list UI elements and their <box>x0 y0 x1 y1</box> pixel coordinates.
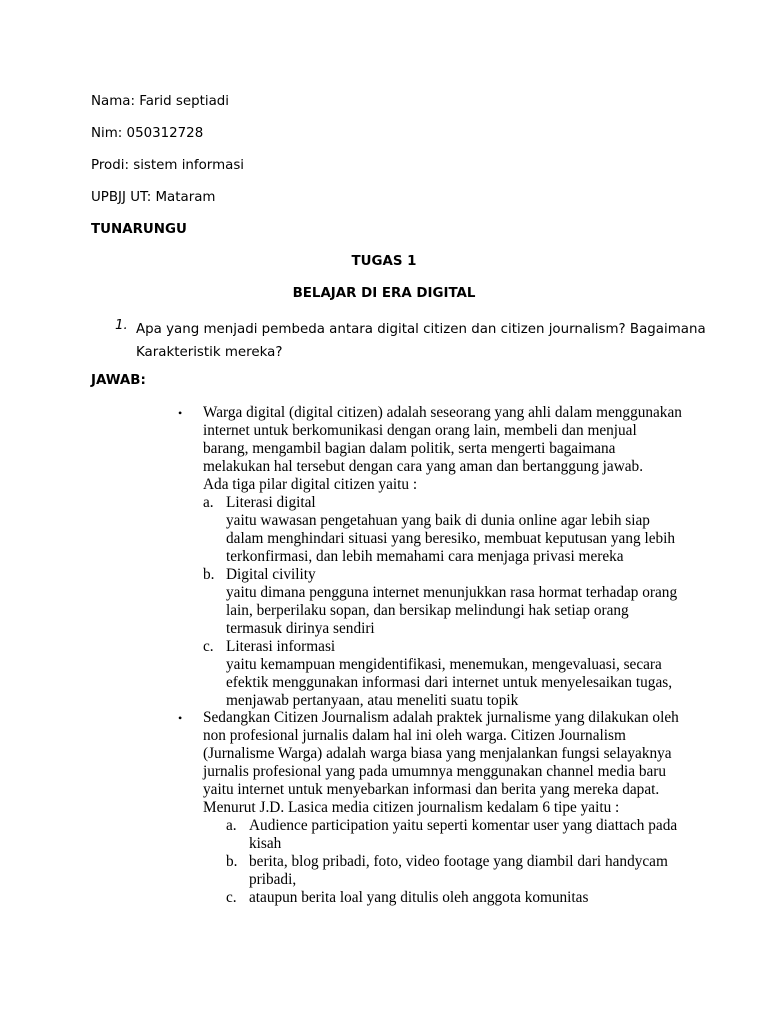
list-item-line: yaitu kemampuan mengidentifikasi, menemukan, mengevaluasi, secara <box>226 656 662 673</box>
bullet1-text <box>203 404 682 494</box>
student-name: Nama: Farid septiadi <box>91 94 230 109</box>
paragraph-line: jurnalis profesional yang pada umumnya menggunakan channel media baru <box>203 763 667 780</box>
paragraph-line: melakukan hal tersebut dengan cara yang aman dan bertanggung jawab. <box>203 458 644 475</box>
list-item-title: Literasi digital <box>226 494 316 511</box>
list-item <box>226 638 672 710</box>
list-item <box>226 494 675 566</box>
list-item-line: terkonfirmasi, dan lebih memahami cara menjaga privasi mereka <box>226 548 624 565</box>
list-item <box>249 817 677 853</box>
paragraph-line: Ada tiga pilar digital citizen yaitu : <box>203 476 418 493</box>
list-item-line: lain, berperilaku sopan, dan bersikap melindungi hak setiap orang <box>226 602 629 619</box>
paragraph-line: non profesional jurnalis dalam hal ini oleh warga. Citizen Journalism <box>203 727 626 744</box>
paragraph-line: Menurut J.D. Lasica media citizen journalism kedalam 6 tipe yaitu : <box>203 799 620 816</box>
bullet2-text <box>203 709 679 817</box>
list-item-line: yaitu wawasan pengetahuan yang baik di dunia online agar lebih siap <box>226 512 650 529</box>
list-item-line: efektik menggunakan informasi dari internet untuk menyelesaikan tugas, <box>226 674 673 691</box>
student-nim: Nim: 050312728 <box>91 126 204 141</box>
list-marker: c. <box>203 638 214 655</box>
list-item-line: pribadi, <box>249 871 297 888</box>
list-item-line: dalam menghindari situasi yang beresiko, membuat keputusan yang lebih <box>226 530 676 547</box>
answer-label: JAWAB: <box>91 373 146 388</box>
course-title: BELAJAR DI ERA DIGITAL <box>292 286 476 301</box>
bullet-marker: • <box>178 406 183 420</box>
list-item <box>226 566 677 638</box>
list-item-line: kisah <box>249 835 282 852</box>
paragraph-line: Sedangkan Citizen Journalism adalah praktek jurnalisme yang dilakukan oleh <box>203 709 679 726</box>
question-text <box>136 318 706 364</box>
list-item-line: termasuk dirinya sendiri <box>226 620 375 637</box>
student-prodi: Prodi: sistem informasi <box>91 158 245 173</box>
list-item-line: yaitu dimana pengguna internet menunjukkan rasa hormat terhadap orang <box>226 584 678 601</box>
list-marker: a. <box>203 494 214 511</box>
list-item-title: Literasi informasi <box>226 638 336 655</box>
question-line: Apa yang menjadi pembeda antara digital citizen dan citizen journalism? Bagaimana <box>136 322 706 337</box>
list-marker: b. <box>203 566 215 583</box>
bullet-marker: • <box>178 711 183 725</box>
list-marker: c. <box>226 889 237 906</box>
paragraph-line: barang, mengambil bagian dalam politik, serta mengerti bagaimana <box>203 440 616 457</box>
list-item-title: Digital civility <box>226 566 316 583</box>
list-marker: b. <box>226 853 238 870</box>
list-item <box>249 853 668 889</box>
paragraph-line: (Jurnalisme Warga) adalah warga biasa yang menjalankan fungsi selayaknya <box>203 745 672 762</box>
paragraph-line: yaitu internet untuk menyebarkan informasi dan berita yang mereka dapat. <box>203 781 660 798</box>
paragraph-line: Warga digital (digital citizen) adalah seseorang yang ahli dalam menggunakan <box>203 404 682 421</box>
list-item-line: berita, blog pribadi, foto, video footage yang diambil dari handycam <box>249 853 668 870</box>
list-marker: a. <box>226 817 237 834</box>
question-number: 1. <box>115 318 128 333</box>
group-heading: TUNARUNGU <box>91 222 187 237</box>
list-item-line: menjawab pertanyaan, atau meneliti suatu topik <box>226 692 519 709</box>
list-item-line: Audience participation yaitu seperti komentar user yang diattach pada <box>249 817 678 834</box>
student-upbjj: UPBJJ UT: Mataram <box>91 190 216 205</box>
question-line: Karakteristik mereka? <box>136 345 283 360</box>
list-item <box>249 889 588 907</box>
list-item-line: ataupun berita loal yang ditulis oleh anggota komunitas <box>249 889 589 906</box>
paragraph-line: internet untuk berkomunikasi dengan orang lain, membeli dan menjual <box>203 422 637 439</box>
assignment-title: TUGAS 1 <box>351 254 417 269</box>
